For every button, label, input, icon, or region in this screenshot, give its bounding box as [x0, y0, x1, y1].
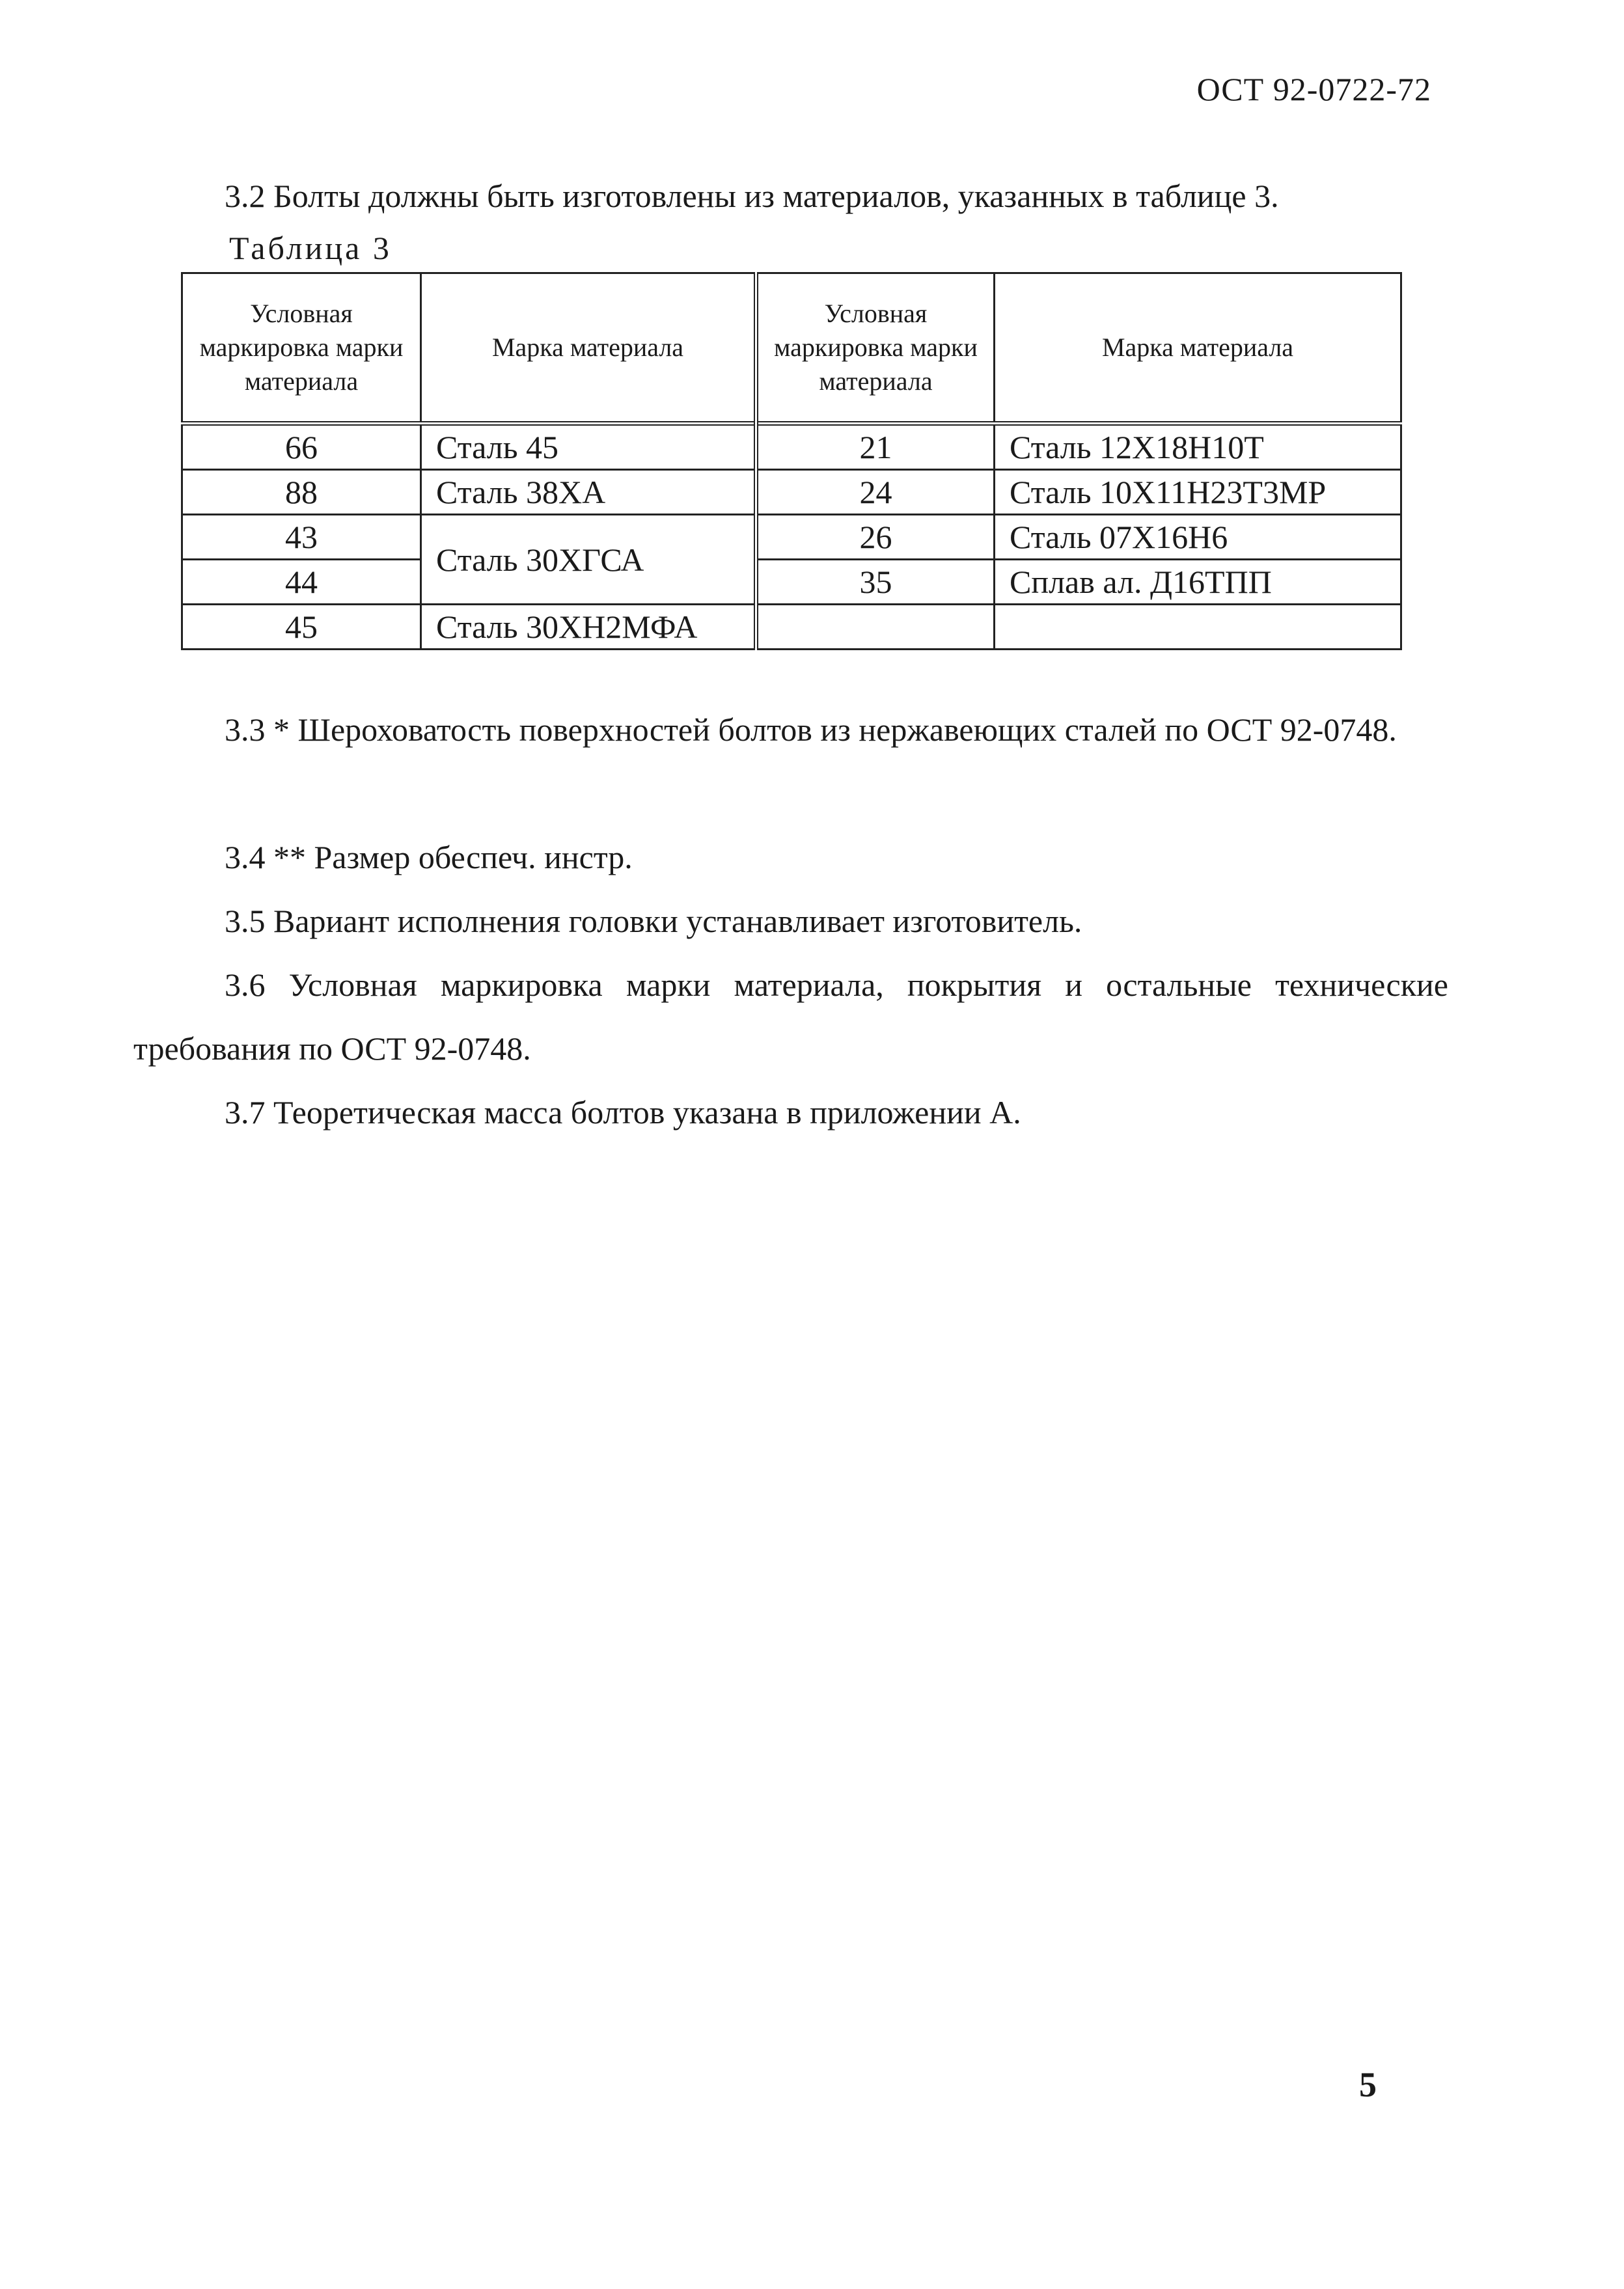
- paragraph-3-5: 3.5 Вариант исполнения головки устанавливает изготовитель.: [225, 903, 1082, 939]
- paragraph-3-7: 3.7 Теоретическая масса болтов указана в приложении А.: [225, 1094, 1021, 1131]
- table-row: [182, 560, 1401, 605]
- table-header-row: [182, 273, 1401, 424]
- material-cell: [995, 605, 1401, 650]
- header-code-left: Условная маркировка марки материала: [182, 273, 421, 424]
- code-cell: 43: [182, 515, 421, 560]
- material-cell: Сталь 45: [421, 424, 756, 470]
- paragraph-3-6: 3.6 Условная маркировка марки материала, покрытия и остальные технические требования по ОСТ 92-0748.: [133, 966, 1448, 1067]
- paragraph-3-4: 3.4 ** Размер обеспеч. инстр.: [225, 839, 633, 875]
- table-row: [182, 515, 1401, 560]
- code-cell: 21: [756, 424, 995, 470]
- code-cell: 35: [756, 560, 995, 605]
- material-cell: Сталь 12Х18Н10Т: [995, 424, 1401, 470]
- material-cell: Сталь 38ХА: [421, 470, 756, 515]
- document-code: ОСТ 92-0722-72: [1196, 71, 1431, 107]
- table-caption: Таблица 3: [229, 230, 392, 266]
- page-number: 5: [1359, 2065, 1377, 2104]
- material-cell: Сталь 10Х11Н23Т3МР: [995, 470, 1401, 515]
- material-cell: Сталь 30ХН2МФА: [421, 605, 756, 650]
- material-cell: Сталь 07Х16Н6: [995, 515, 1401, 560]
- paragraph-3-2: 3.2 Болты должны быть изготовлены из материалов, указанных в таблице 3.: [225, 178, 1279, 214]
- table-row: [182, 424, 1401, 470]
- code-cell: 45: [182, 605, 421, 650]
- header-material-right: Марка материала: [995, 273, 1401, 424]
- table-row: [182, 470, 1401, 515]
- code-cell: 24: [756, 470, 995, 515]
- code-cell: [756, 605, 995, 650]
- header-code-right: Условная маркировка марки материала: [756, 273, 995, 424]
- code-cell: 26: [756, 515, 995, 560]
- code-cell: 44: [182, 560, 421, 605]
- paragraph-3-3: 3.3 * Шероховатость поверхностей болтов из нержавеющих сталей по ОСТ 92-0748.: [225, 711, 1397, 748]
- material-cell: Сплав ал. Д16ТПП: [995, 560, 1401, 605]
- header-material-left: Марка материала: [421, 273, 756, 424]
- code-cell: 66: [182, 424, 421, 470]
- code-cell: 88: [182, 470, 421, 515]
- table-row: [182, 605, 1401, 650]
- materials-table: [181, 272, 1402, 650]
- material-cell: Сталь 30ХГСА: [421, 515, 756, 605]
